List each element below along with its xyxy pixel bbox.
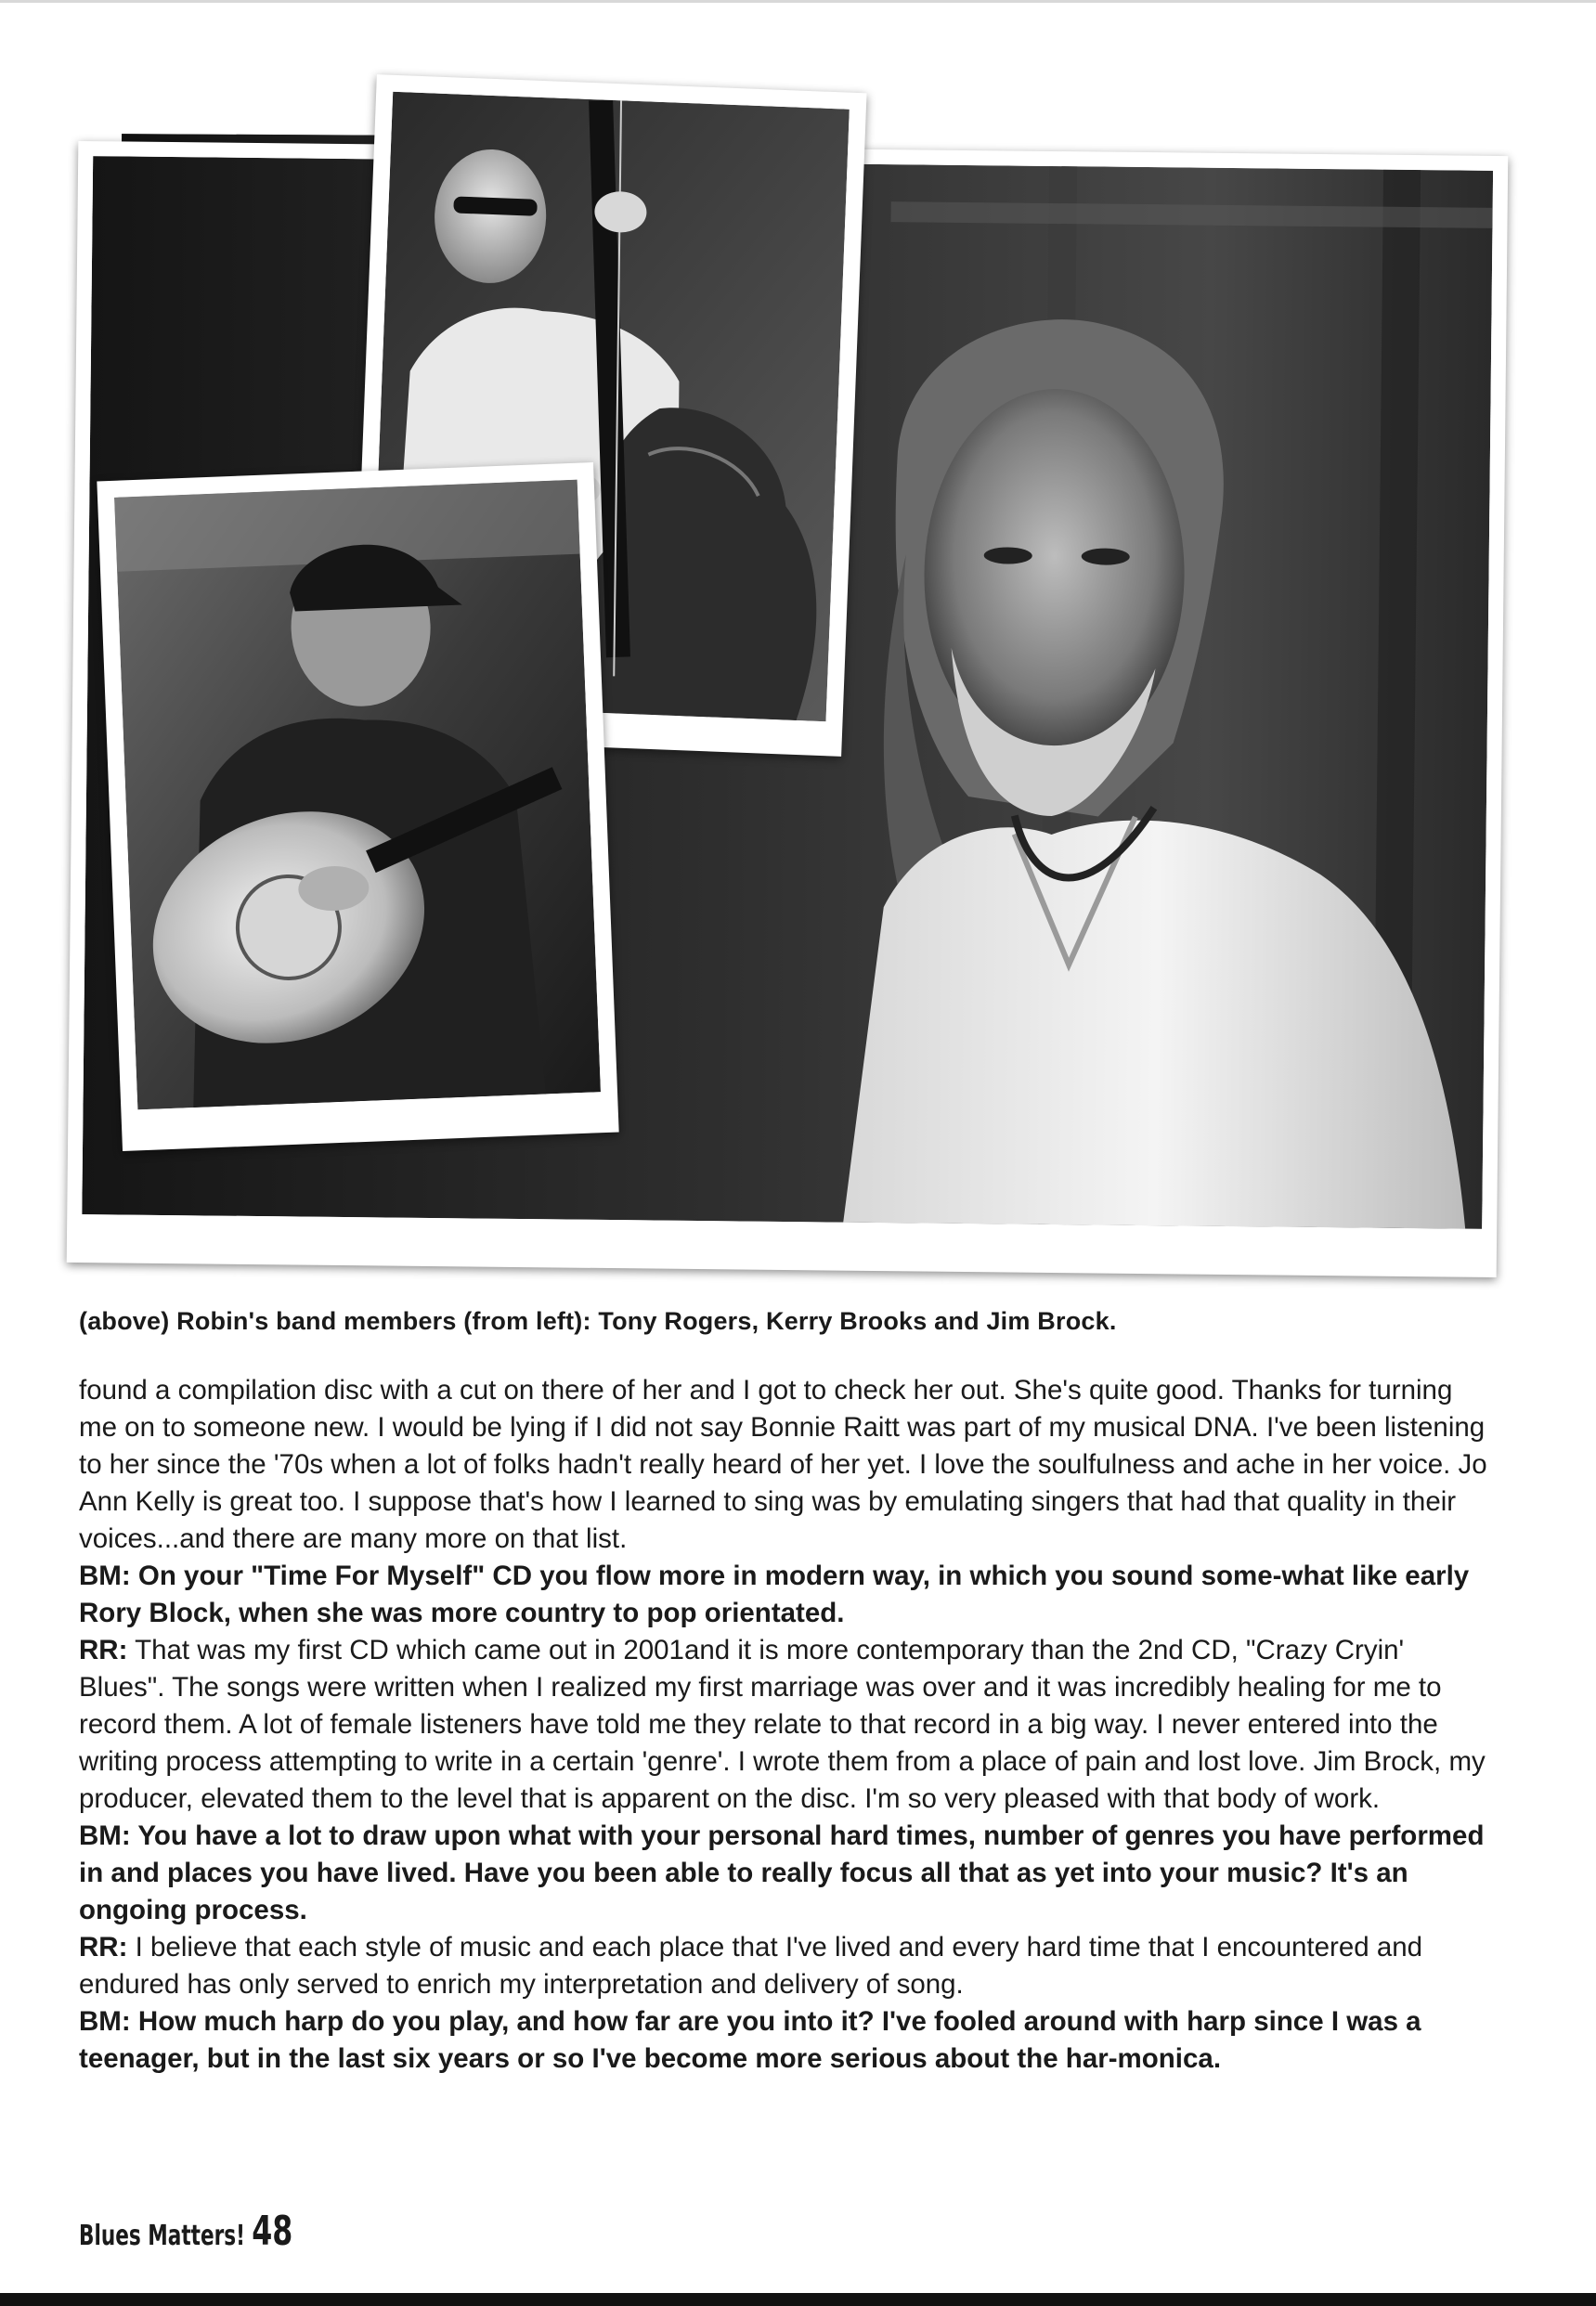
paragraph-answer (79, 1632, 1495, 1818)
paragraph-answer (79, 1929, 1495, 2003)
photo-caption (79, 1307, 1509, 1336)
interview-text (79, 1372, 1495, 2078)
paragraph-speaker: BM: (79, 1820, 131, 1851)
bottom-rule (0, 2293, 1596, 2306)
paragraph-speaker: BM: (79, 2006, 131, 2037)
caption-prefix: (above) (79, 1307, 177, 1335)
paragraph-speaker: RR: (79, 1635, 128, 1665)
paragraph-speaker: RR: (79, 1932, 128, 1963)
paragraph-text: I believe that each style of music and each place that I've lived and every hard time that I encountered and endured has only served to enrich my interpretation and delivery of song. (79, 1932, 1431, 2000)
photo-guitarist (97, 462, 618, 1151)
page-number: 48 (252, 2208, 293, 2255)
paragraph-text: How much harp do you play, and how far are you into it? I've fooled around with harp since I was a teenager, but in the last six years or so I've become more serious about the har-monica. (79, 2006, 1429, 2074)
paragraph-question (79, 1558, 1495, 1632)
caption-text: Robin's band members (from left): Tony Rogers, Kerry Brooks and Jim Brock. (176, 1307, 1117, 1335)
paragraph-text: On your "Time For Myself" CD you flow more in modern way, in which you sound some-what like early Rory Block, when she was more country to pop orientated. (79, 1561, 1477, 1628)
paragraph-question (79, 2003, 1495, 2078)
magazine-name: Blues Matters! (79, 2220, 246, 2252)
paragraph-speaker: BM: (79, 1561, 131, 1591)
page-footer (79, 2208, 292, 2255)
paragraph-text: That was my first CD which came out in 2001and it is more contemporary than the 2nd CD, "Crazy Cryin' Blues". The songs were written when I realized my first marriage was over and it was incredibly healing for me to record them. A lot of female listeners have told me they relate to that record in a big way. I never entered into the writing process attempting to write in a certain 'genre'. I wrote them from a place of pain and lost love. Jim Brock, my producer, elevated them to the level that is apparent on the disc. I'm so very pleased with that body of work. (79, 1635, 1493, 1814)
guitarist-image (114, 480, 601, 1110)
paragraph-answer (79, 1372, 1495, 1558)
paragraph-text: You have a lot to draw upon what with your personal hard times, number of genres you have performed in and places you have lived. Have you been able to really focus all that as yet into your music? It's an ongoing process. (79, 1820, 1492, 1925)
paragraph-text: found a compilation disc with a cut on there of her and I got to check her out. She's quite good. Thanks for turning me on to someone new. I would be lying if I did not say Bonnie Raitt was part of my musical DNA. I've been listening to her since the '70s when a lot of folks hadn't really heard of her yet. I love the soulfulness and ache in her voice. Jo Ann Kelly is great too. I suppose that's how I learned to sing was by emulating singers that had that quality in their voices...and there are many more on that list. (79, 1375, 1487, 1554)
paragraph-question (79, 1818, 1495, 1929)
